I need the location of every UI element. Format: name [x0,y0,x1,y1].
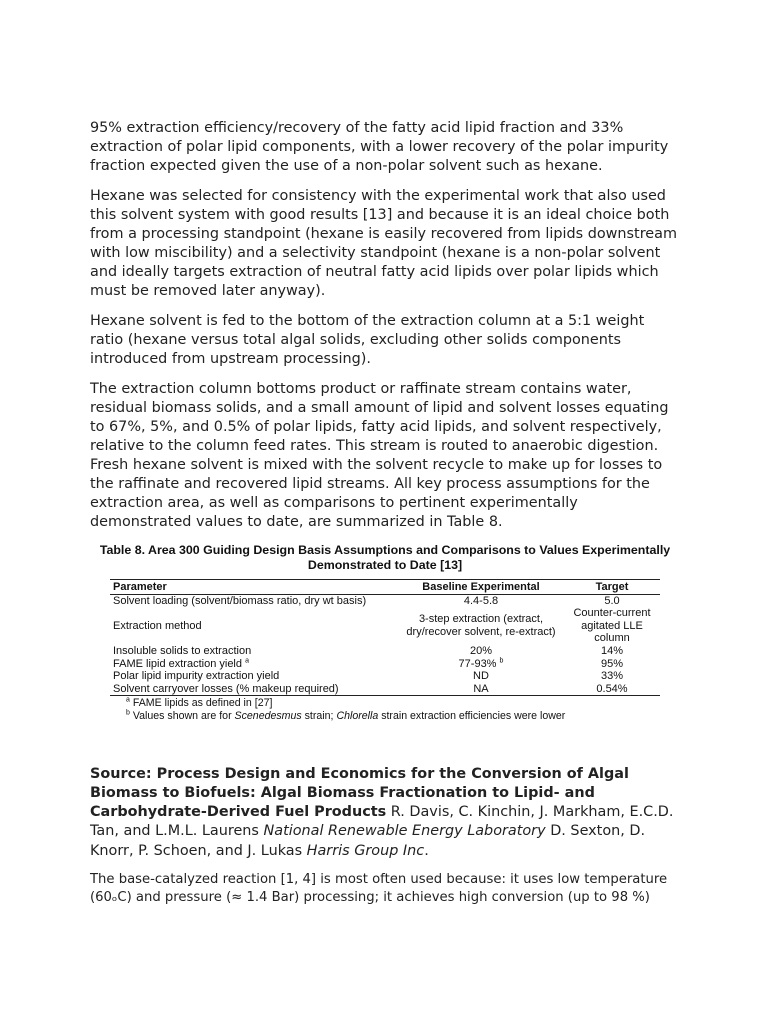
table-row: Solvent loading (solvent/biomass ratio, dry wt basis) 4.4-5.8 5.0 [113,594,620,607]
source-org-harris: Harris Group Inc [306,842,425,859]
paragraph-extraction-efficiency: 95% extraction efficiency/recovery of the fatty acid lipid fraction and 33% extraction of polar lipid components, with a lower recovery of the polar impurity fraction expected given the use of a non-polar solvent such as hexane. [90,120,669,174]
header-baseline: Baseline Experimental [398,580,564,595]
footnote-b: $^b$ Values shown are for Scenedesmus strain; Chlorella strain extraction efficiencies were lower [126,709,566,722]
table-footnotes [126,697,680,722]
table-row: Polar lipid impurity extraction yield ND 33% [113,670,624,683]
table-row: Insoluble solids to extraction 20% 14% [113,644,624,657]
paragraph-raffinate: The extraction column bottoms product or raffinate stream contains water, residual biomass solids, and a small amount of lipid and solvent losses equating to 67%, 5%, and 0.5% of polar lipids, fatty acid lipids, and solvent respectively, relative to the column feed rates. This stream is routed to anaerobic digestion. Fresh hexane solvent is mixed with the solvent recycle to make up for losses to the raffinate and recovered lipid streams. All key process assumptions for the extraction area, as well as comparisons to pertinent experimentally demonstrated values to date, are summarized in Table 8. [90,381,669,530]
document-page [90,119,680,907]
table-8 [90,543,680,723]
table-caption: Table 8. Area 300 Guiding Design Basis Assumptions and Comparisons to Values Experimentally Demonstrated to Date [13] [99,543,671,572]
source-title: Source: Process Design and Economics for the Conversion of Algal Biomass to Biofuels: Algal Biomass Fractionation to Lipid- and Carbohydrate-Derived Fuel Products [90,765,629,821]
header-target: Target [564,580,660,595]
table-row: Solvent carryover losses (% makeup required) NA 0.54% [110,683,660,696]
source-org-nrel: National Renewable Energy Laboratory [263,823,546,840]
header-parameter: Parameter [110,580,398,595]
design-basis-table [110,579,660,696]
footnote-a: $^a$ FAME lipids as defined in [27] [126,696,273,710]
footnote-marker-a: a [245,656,249,664]
paragraph-hexane-selection: Hexane was selected for consistency with the experimental work that also used this solvent system with good results [13] and because it is an ideal choice both from a processing standpoint (hexane is easily recovered from lipids downstream with low miscibility) and a selectivity standpoint (hexane is a non-polar solvent and ideally targets extraction of neutral fatty acid lipids over polar lipids which must be removed later anyway). [90,188,677,299]
table-row: FAME lipid extraction yield $^a$ 77-93% $^b$ 95% [113,656,624,670]
footnote-marker-b: b [499,656,504,664]
source-citation: Source: Process Design and Economics for the Conversion of Algal Biomass to Biofuels: Algal Biomass Fractionation to Lipid- and Carbohydrate-Derived Fuel Products R. Davis, C. Kinchin, J. Markham, E.C.D. Tan, and L.M.L. Laurens National Renewable Energy Laboratory D. Sexton, D. Knorr, P. Schoen, and J. Lukas Harris Group Inc. [90,765,674,859]
paragraph-hexane-feed: Hexane solvent is fed to the bottom of the extraction column at a 5:1 weight ratio (hexane versus total algal solids, excluding other solids components introduced from upstream processing). [90,313,645,367]
table-row: Extraction method 3-step extraction (extract, dry/recover solvent, re-extract) Counter-current agitated LLE column [113,607,651,645]
paragraph-base-catalyzed: The base-catalyzed reaction [1, 4] is most often used because: it uses low temperature (60ₒC) and pressure (≈ 1.4 Bar) processing; it achieves high conversion (up to 98 %) [90,872,668,906]
